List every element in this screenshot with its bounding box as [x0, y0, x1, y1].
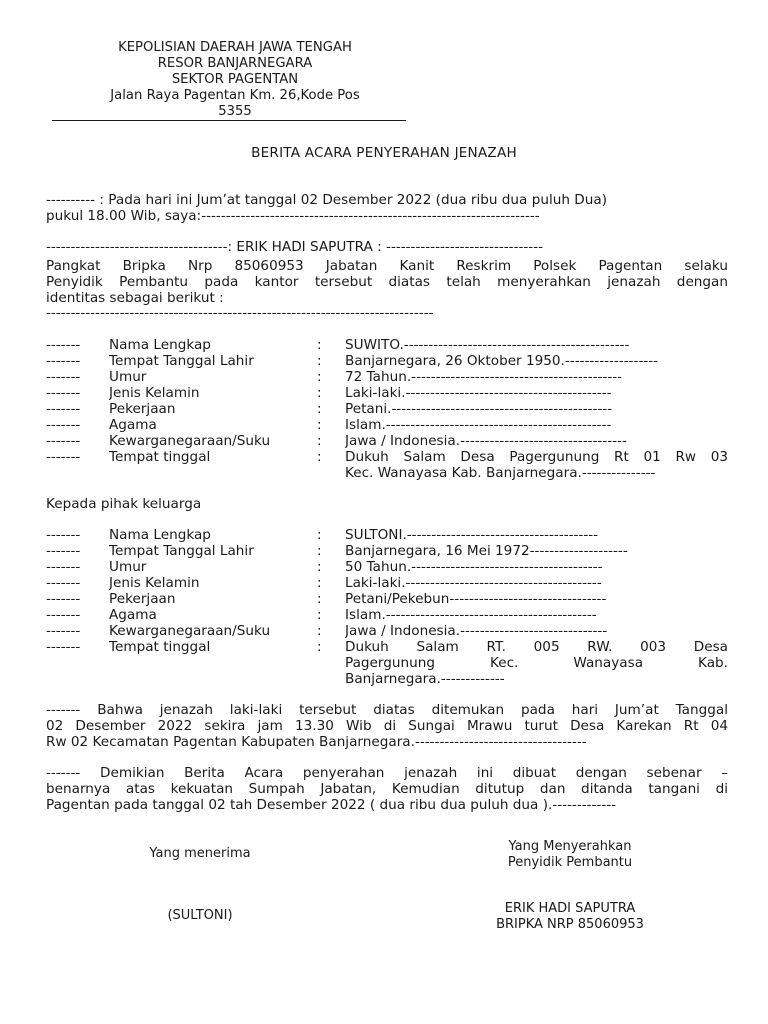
row-dash: -------	[46, 354, 81, 369]
row-colon: :	[317, 592, 322, 607]
row-dash: -------	[46, 592, 81, 607]
receiver-name: (SULTONI)	[167, 908, 233, 923]
giver-name: ERIK HADI SAPUTRA	[504, 901, 636, 916]
row-dash: -------	[46, 370, 81, 385]
row-colon: :	[317, 338, 322, 353]
row-colon: :	[317, 418, 322, 433]
deceased-address-label: Tempat tinggal	[109, 450, 211, 465]
finding-line-2: 02 Desember 2022 sekira jam 13.30 Wib di Sungai Mrawu turut Desa Karekan Rt 04	[46, 719, 728, 734]
deceased-age-label: Umur	[109, 370, 147, 385]
family-job-label: Pekerjaan	[109, 592, 176, 607]
family-address-value: Dukuh Salam RT. 005 RW. 003 Desa	[345, 640, 728, 655]
family-sex-value: Laki-laki.----------------------------------------	[345, 576, 602, 591]
deceased-name-label: Nama Lengkap	[109, 338, 211, 353]
family-religion-label: Agama	[109, 608, 157, 623]
family-birth-label: Tempat Tanggal Lahir	[109, 544, 254, 559]
family-age-label: Umur	[109, 560, 147, 575]
deceased-nationality-label: Kewarganegaraan/Suku	[109, 434, 271, 449]
row-dash: -------	[46, 528, 81, 543]
finding-line-3: Rw 02 Kecamatan Pagentan Kabupaten Banjarnegara.-----------------------------------	[46, 735, 587, 750]
row-colon: :	[317, 608, 322, 623]
intro-line-1: ---------- : Pada hari ini Jum’at tanggal 02 Desember 2022 (dua ribu dua puluh Dua)	[46, 193, 607, 208]
row-colon: :	[317, 576, 322, 591]
row-dash: -------	[46, 386, 81, 401]
header-underline	[52, 120, 406, 121]
row-dash: -------	[46, 418, 81, 433]
closing-line-1: ------- Demikian Berita Acara penyerahan jenazah ini dibuat dengan sebenar –	[46, 766, 728, 781]
row-dash: -------	[46, 450, 81, 465]
closing-line-2: benarnya atas kekuatan Sumpah Jabatan, Kemudian ditutup dan ditanda tangani di	[46, 782, 728, 797]
officer-line-2: Pangkat Bripka Nrp 85060953 Jabatan Kanit Reskrim Polsek Pagentan selaku	[46, 259, 728, 274]
row-colon: :	[317, 386, 322, 401]
row-colon: :	[317, 560, 322, 575]
header-line-1: KEPOLISIAN DAERAH JAWA TENGAH	[118, 40, 352, 55]
finding-line-1: ------- Bahwa jenazah laki-laki tersebut diatas ditemukan pada hari Jum’at Tanggal	[46, 703, 728, 718]
deceased-nationality-value: Jawa / Indonesia.----------------------------------	[345, 434, 627, 449]
row-dash: -------	[46, 608, 81, 623]
deceased-age-value: 72 Tahun.-------------------------------------------	[345, 370, 623, 385]
deceased-address-line-2: Kec. Wanayasa Kab. Banjarnegara.---------------	[345, 466, 656, 481]
family-name-value: SULTONI.---------------------------------------	[345, 528, 599, 543]
deceased-sex-label: Jenis Kelamin	[109, 386, 200, 401]
header-address: Jalan Raya Pagentan Km. 26,Kode Pos	[110, 88, 360, 103]
deceased-religion-value: Islam.----------------------------------------------	[345, 418, 612, 433]
officer-line-4: identitas sebagai berikut :	[46, 291, 224, 306]
row-colon: :	[317, 370, 322, 385]
closing-line-3: Pagentan pada tanggal 02 tah Desember 2022 ( dua ribu dua puluh dua ).-------------	[46, 798, 617, 813]
row-dash: -------	[46, 640, 81, 655]
deceased-religion-label: Agama	[109, 418, 157, 433]
header-line-2: RESOR BANJARNEGARA	[157, 56, 313, 71]
giver-rank: BRIPKA NRP 85060953	[496, 917, 644, 932]
document-title: BERITA ACARA PENYERAHAN JENAZAH	[251, 146, 517, 161]
family-age-value: 50 Tahun.---------------------------------------	[345, 560, 603, 575]
deceased-name-value: SUWITO.----------------------------------------------	[345, 338, 630, 353]
row-dash: -------	[46, 544, 81, 559]
giver-role: Penyidik Pembantu	[507, 855, 633, 870]
family-address-line-3: Banjarnegara.-------------	[345, 672, 505, 687]
deceased-sex-value: Laki-laki.------------------------------------------	[345, 386, 612, 401]
row-dash: -------	[46, 434, 81, 449]
family-address-line-2: Pagergunung Kec. Wanayasa Kab.	[345, 656, 728, 671]
giver-label: Yang Menyerahkan	[508, 839, 632, 854]
row-dash: -------	[46, 576, 81, 591]
row-colon: :	[317, 544, 322, 559]
row-colon: :	[317, 354, 322, 369]
header-line-3: SEKTOR PAGENTAN	[171, 72, 299, 87]
row-dash: -------	[46, 338, 81, 353]
row-colon: :	[317, 450, 322, 465]
family-job-value: Petani/Pekebun--------------------------------	[345, 592, 607, 607]
deceased-job-label: Pekerjaan	[109, 402, 176, 417]
family-sex-label: Jenis Kelamin	[109, 576, 200, 591]
header-postcode: 5355	[218, 104, 252, 119]
deceased-address-value: Dukuh Salam Desa Pagergunung Rt 01 Rw 03	[345, 450, 728, 465]
row-dash: -------	[46, 560, 81, 575]
officer-line-1: -------------------------------------: ERIK HADI SAPUTRA : --------------------------------	[46, 240, 544, 255]
officer-line-5: -------------------------------------------------------------------------------	[46, 306, 434, 321]
deceased-birth-label: Tempat Tanggal Lahir	[109, 354, 254, 369]
family-nationality-value: Jawa / Indonesia.------------------------------	[345, 624, 608, 639]
intro-line-2: pukul 18.00 Wib, saya:---------------------------------------------------------------------	[46, 209, 540, 224]
officer-line-3: Penyidik Pembantu pada kantor tersebut diatas telah menyerahkan jenazah dengan	[46, 275, 728, 290]
family-address-label: Tempat tinggal	[109, 640, 211, 655]
row-colon: :	[317, 624, 322, 639]
row-colon: :	[317, 402, 322, 417]
family-name-label: Nama Lengkap	[109, 528, 211, 543]
deceased-birth-value: Banjarnegara, 26 Oktober 1950.-------------------	[345, 354, 659, 369]
family-heading: Kepada pihak keluarga	[46, 497, 202, 512]
row-dash: -------	[46, 624, 81, 639]
row-colon: :	[317, 434, 322, 449]
deceased-job-value: Petani.---------------------------------------------	[345, 402, 613, 417]
row-colon: :	[317, 640, 322, 655]
family-birth-value: Banjarnegara, 16 Mei 1972--------------------	[345, 544, 628, 559]
receiver-label: Yang menerima	[149, 846, 251, 861]
family-religion-value: Islam.-------------------------------------------	[345, 608, 597, 623]
family-nationality-label: Kewarganegaraan/Suku	[109, 624, 271, 639]
row-dash: -------	[46, 402, 81, 417]
row-colon: :	[317, 528, 322, 543]
